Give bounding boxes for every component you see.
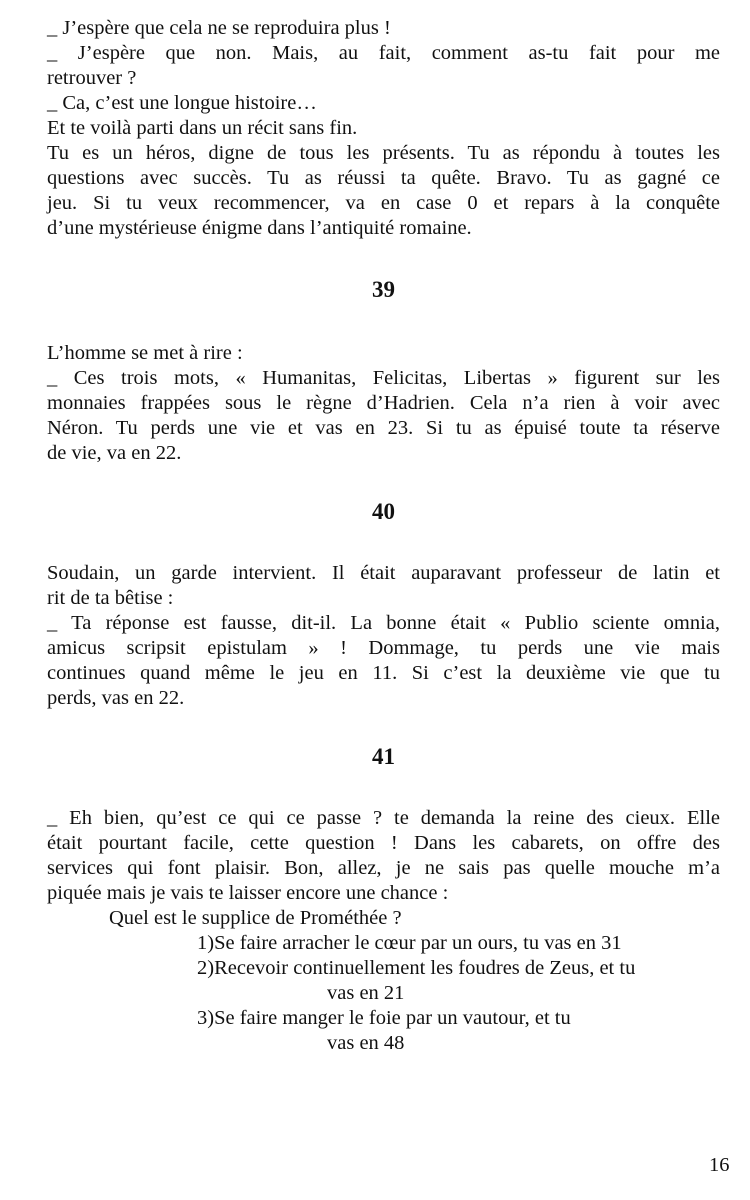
text-line: était pourtant facile, cette question ! Dans les cabarets, on offre des	[47, 832, 720, 854]
answer-options	[197, 931, 720, 1056]
text-line: services qui font plaisir. Bon, allez, je ne sais pas quelle mouche m’a	[47, 857, 720, 879]
text-line: Et te voilà parti dans un récit sans fin.	[47, 117, 358, 139]
question-text: Quel est le supplice de Prométhée ?	[109, 907, 402, 929]
text-line: monnaies frappées sous le règne d’Hadrien. Cela n’a rien à voir avec	[47, 392, 720, 414]
text-line: continues quand même le jeu en 11. Si c’est la deuxième vie que tu	[47, 662, 720, 684]
text-line: de vie, va en 22.	[47, 442, 182, 464]
section-39-paragraph	[47, 341, 720, 466]
answer-option-2: 2)Recevoir continuellement les foudres de Zeus, et tu	[197, 957, 636, 979]
text-line: jeu. Si tu veux recommencer, va en case 0 et repars à la conquête	[47, 192, 720, 214]
text-line: _ Ta réponse est fausse, dit-il. La bonne était « Publio sciente omnia,	[47, 612, 720, 634]
text-line: rit de ta bêtise :	[47, 587, 174, 609]
text-line: _ Ca, c’est une longue histoire…	[47, 92, 317, 114]
text-line: amicus scripsit epistulam » ! Dommage, tu perds une vie mais	[47, 637, 720, 659]
text-line: _ Ces trois mots, « Humanitas, Felicitas, Libertas » figurent sur les	[47, 367, 720, 389]
answer-option-3-continuation: vas en 48	[327, 1032, 405, 1054]
page-number: 16	[709, 1154, 730, 1176]
text-line: retrouver ?	[47, 67, 137, 89]
text-line: Néron. Tu perds une vie et vas en 23. Si tu as épuisé toute ta réserve	[47, 417, 720, 439]
text-line: d’une mystérieuse énigme dans l’antiquité romaine.	[47, 217, 472, 239]
answer-option-1: 1)Se faire arracher le cœur par un ours, tu vas en 31	[197, 932, 622, 954]
text-line: _ J’espère que non. Mais, au fait, comment as-tu fait pour me	[47, 42, 720, 64]
section-heading-41: 41	[372, 744, 395, 769]
section-40-paragraph	[47, 561, 720, 711]
section-41-paragraph	[47, 806, 720, 906]
text-line: _ J’espère que cela ne se reproduira plus !	[47, 17, 391, 39]
answer-option-2-continuation: vas en 21	[327, 982, 405, 1004]
text-line: _ Eh bien, qu’est ce qui ce passe ? te demanda la reine des cieux. Elle	[47, 807, 720, 829]
answer-option-3: 3)Se faire manger le foie par un vautour, et tu	[197, 1007, 571, 1029]
text-line: piquée mais je vais te laisser encore une chance :	[47, 882, 449, 904]
text-line: Soudain, un garde intervient. Il était auparavant professeur de latin et	[47, 562, 720, 584]
text-line: L’homme se met à rire :	[47, 342, 243, 364]
section-heading-39: 39	[372, 277, 395, 302]
text-line: perds, vas en 22.	[47, 687, 185, 709]
section-heading-40: 40	[372, 499, 395, 524]
intro-paragraph	[47, 16, 720, 241]
document-page	[47, 16, 720, 1056]
text-line: questions avec succès. Tu as réussi ta quête. Bravo. Tu as gagné ce	[47, 167, 720, 189]
text-line: Tu es un héros, digne de tous les présents. Tu as répondu à toutes les	[47, 142, 720, 164]
